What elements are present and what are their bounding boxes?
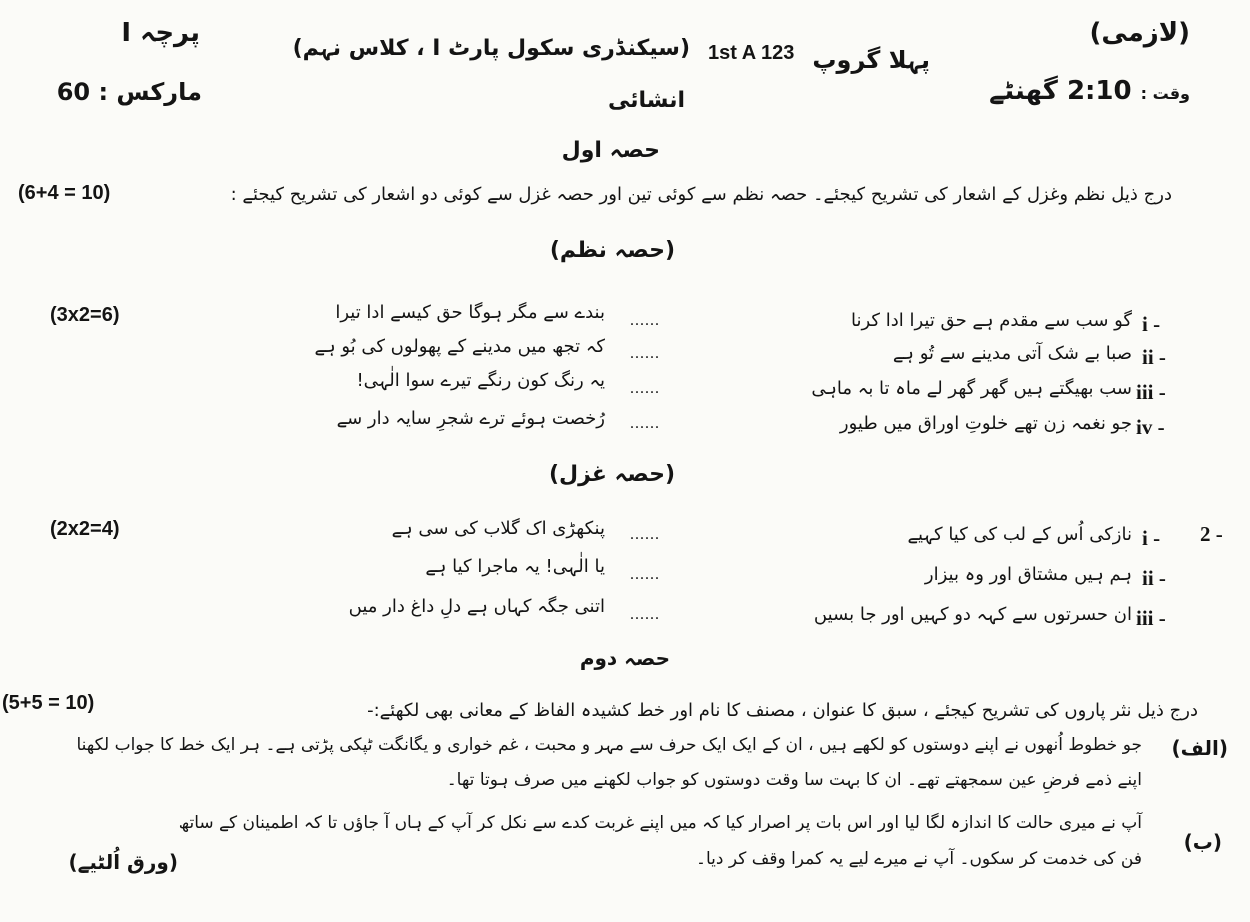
ghazal-line-a: ان حسرتوں سے کہہ دو کہیں اور جا بسیں [813, 604, 1132, 625]
section2-title: حصہ دوم [579, 646, 670, 670]
group-title: پہلا گروپ [812, 46, 930, 74]
nazm-marks: (3x2=6) [50, 304, 120, 326]
dots: ...... [630, 345, 660, 362]
nazm-line-a: صبا بے شک آتی مدینے سے تُو ہے [892, 343, 1132, 364]
passage-line: اپنے ذمے فرضِ عین سمجھتے تھے۔ ان کا بہت سا وقت دوستوں کو جواب لکھنے میں صرف ہوتا تھا۔ [446, 770, 1142, 790]
nazm-num: iii - [1136, 380, 1166, 404]
turn-over-note: (ورق اُلٹیے) [68, 850, 178, 874]
dots: ...... [630, 566, 660, 583]
nazm-line-b: کہ تجھ میں مدینے کے پھولوں کی بُو ہے [314, 336, 605, 357]
nazm-num: i - [1142, 312, 1161, 336]
class-title: (سیکنڈری سکول پارٹ I ، کلاس نہم) [292, 36, 690, 61]
passage-label: (الف) [1171, 736, 1228, 760]
ghazal-heading: (حصہ غزل) [549, 462, 675, 487]
passage-line: جو خطوط اُنھوں نے اپنے دوستوں کو لکھے ہیں ، ان کے ایک ایک حرف سے مہر و محبت ، غم خواری و یگانگت ٹپکی پڑتی ہے۔ ہر ایک خط کا جواب لکھنا [76, 735, 1142, 755]
nazm-num: ii - [1142, 345, 1166, 369]
section1-instruction: درج ذیل نظم وغزل کے اشعار کی تشریح کیجئے۔ حصہ نظم سے کوئی تین اور حصہ غزل سے کوئی دو اشعار کی تشریح کیجئے : [230, 184, 1172, 205]
ghazal-line-b: پنکھڑی اک گلاب کی سی ہے [391, 518, 605, 539]
ghazal-num: iii - [1136, 606, 1166, 630]
nazm-line-a: گو سب سے مقدم ہے حق تیرا ادا کرنا [851, 310, 1132, 331]
ghazal-num: ii - [1142, 566, 1166, 590]
nazm-line-a: جو نغمہ زن تھے خلوتِ اوراق میں طیور [839, 413, 1132, 434]
section2-marks: (5+5 = 10) [2, 692, 95, 714]
paper-code: 1st A 123 [708, 42, 795, 64]
ghazal-line-b: یا الٰہی! یہ ماجرا کیا ہے [425, 556, 605, 577]
time-allowed [989, 76, 1190, 106]
section1-title: حصہ اول [561, 138, 660, 163]
passage-label: (ب) [1183, 830, 1222, 854]
nazm-num: iv - [1136, 415, 1165, 439]
ghazal-line-b: اتنی جگہ کہاں ہے دلِ داغ دار میں [348, 596, 605, 617]
dots: ...... [630, 606, 660, 623]
dots: ...... [630, 312, 660, 329]
section1-marks: (6+4 = 10) [18, 182, 111, 204]
nazm-line-b: بندے سے مگر ہوگا حق کیسے ادا تیرا [335, 302, 605, 323]
nazm-heading: (حصہ نظم) [549, 238, 675, 263]
paper-number: پرچہ I [121, 18, 200, 48]
total-marks: مارکس : 60 [56, 78, 202, 106]
compulsory-label: (لازمی) [1089, 18, 1190, 48]
subject-title: انشائی [608, 88, 685, 113]
ghazal-line-a: ہم ہیں مشتاق اور وہ بیزار [924, 564, 1132, 585]
nazm-line-b: یہ رنگ کون رنگے تیرے سوا الٰہی! [356, 370, 605, 391]
ghazal-num: i - [1142, 526, 1161, 550]
dots: ...... [630, 526, 660, 543]
passage-line: آپ نے میری حالت کا اندازہ لگا لیا اور اس بات پر اصرار کیا کہ میں اپنے غربت کدے سے نکل کر آپ کے ہاں آ جاؤں تا کہ اطمینان کے ساتھ [178, 813, 1142, 833]
ghazal-marks: (2x2=4) [50, 518, 120, 540]
time-value: 2:10 گھنٹے [989, 76, 1132, 106]
time-prefix: وقت : [1140, 84, 1190, 103]
nazm-line-b: رُخصت ہوئے ترے شجرِ سایہ دار سے [336, 408, 605, 429]
passage-line: فن کی خدمت کر سکوں۔ آپ نے میرے لیے یہ کمرا وقف کر دیا۔ [696, 849, 1142, 869]
section2-instruction: درج ذیل نثر پاروں کی تشریح کیجئے ، سبق کا عنوان ، مصنف کا نام اور خط کشیدہ الفاظ کے معانی بھی لکھئے:- [367, 700, 1198, 721]
dots: ...... [630, 415, 660, 432]
dots: ...... [630, 380, 660, 397]
nazm-line-a: سب بھیگتے ہیں گھر گھر لے ماہ تا بہ ماہی [811, 378, 1132, 399]
question-number: 2 - [1200, 522, 1223, 546]
ghazal-line-a: نازکی اُس کے لب کی کیا کہیے [907, 524, 1132, 545]
